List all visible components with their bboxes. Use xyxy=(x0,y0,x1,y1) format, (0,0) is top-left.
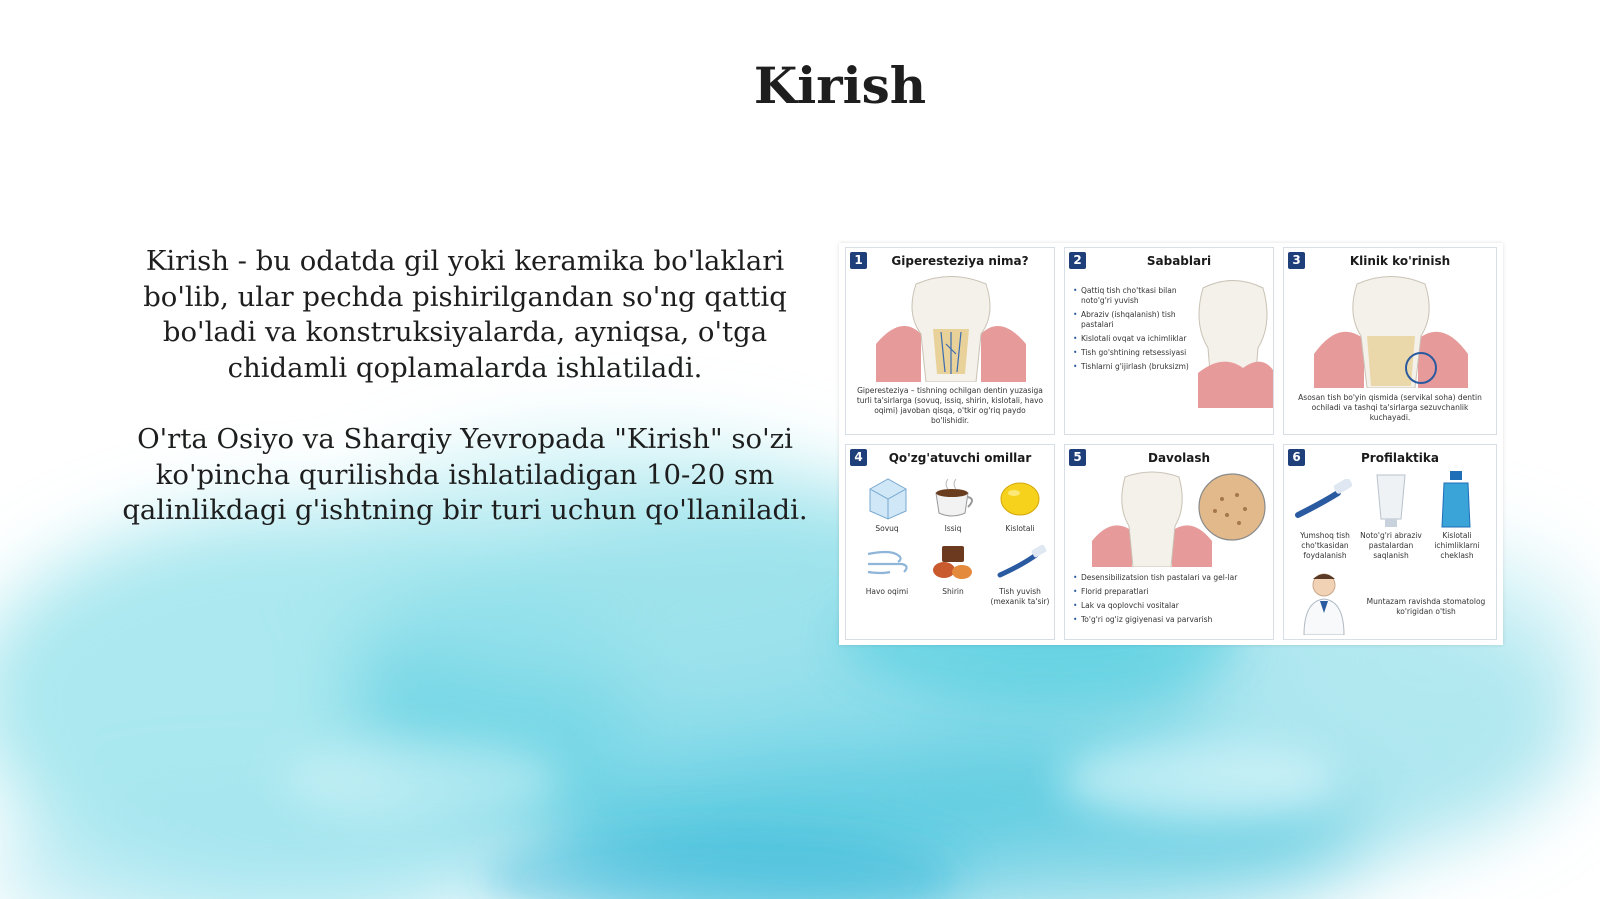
checkup-label: Muntazam ravishda stomatolog ko'rigidan o'tish xyxy=(1366,597,1486,616)
list-item: • To'g'ri og'iz gigiyenasi va parvarish xyxy=(1073,615,1269,625)
panel-title: Sabablari xyxy=(1146,254,1212,268)
sweets-icon xyxy=(930,542,978,582)
factor-label: Tish yuvish (mexanik ta'sir) xyxy=(990,587,1050,606)
panel-number: 3 xyxy=(1288,252,1305,269)
factor-label: Sovuq xyxy=(875,524,899,533)
paragraph-regional-usage: O'rta Osiyo va Sharqiy Yevropada "Kirish" so'zi ko'pincha qurilishda ishlatiladigan 10-20 sm qalinlikdagi g'ishtning bir turi uchun qo'llaniladi. xyxy=(122,423,808,526)
dentist-doctor-icon xyxy=(1298,569,1350,635)
panel-klinik-korinish xyxy=(1283,247,1497,435)
panel-title: Qo'zg'atuvchi omillar xyxy=(888,451,1032,465)
paragraph-definition: Kirish - bu odatda gil yoki keramika bo'laklari bo'lib, ular pechda pishirilgandan so'ng qattiq bo'ladi va konstruksiyalarda, ayniqsa, o'tga chidamli qoplamalarda ishlatiladi. xyxy=(143,245,787,384)
list-item: • Kislotali ovqat va ichimliklar xyxy=(1073,334,1191,344)
ice-cube-icon xyxy=(864,475,912,521)
list-item: • Tish go'shtining retsessiyasi xyxy=(1073,348,1191,358)
panel-number: 4 xyxy=(850,449,867,466)
tooth-cross-section-icon xyxy=(871,274,1031,382)
list-item: • Tishlarni g'ijirlash (bruksizm) xyxy=(1073,362,1191,372)
factor-label: Shirin xyxy=(942,587,964,596)
panel-number: 2 xyxy=(1069,252,1086,269)
tooth-cervical-area-icon xyxy=(1309,274,1473,388)
panel-description: Asosan tish bo'yin qismida (servikal soha) dentin ochiladi va tashqi ta'sirlarga sezuvchanlik kuchayadi. xyxy=(1298,393,1482,422)
tip-label: Noto'g'ri abraziv pastalardan saqlanish xyxy=(1360,531,1422,560)
soft-toothbrush-icon xyxy=(1294,479,1356,521)
hot-cup-icon xyxy=(930,475,978,521)
panel-davolash xyxy=(1064,444,1274,640)
list-item: • Qattiq tish cho'tkasi bilan noto'g'ri yuvish xyxy=(1073,286,1191,306)
toothpaste-tube-icon xyxy=(1369,471,1413,529)
panel-number: 6 xyxy=(1288,449,1305,466)
tip-label: Yumshoq tish cho'tkasidan foydalanish xyxy=(1300,531,1350,560)
toothbrush-icon xyxy=(996,545,1050,579)
panel-title: Profilaktika xyxy=(1361,451,1439,465)
panel-giperesteziya xyxy=(845,247,1055,435)
factor-label: Kislotali xyxy=(1005,524,1035,533)
list-item: • Desensibilizatsion tish pastalari va gel-lar xyxy=(1073,573,1269,583)
tip-label: Kislotali ichimliklarni cheklash xyxy=(1434,531,1480,560)
infographic-image xyxy=(839,243,1503,645)
panel-description: Giperesteziya – tishning ochilgan dentin yuzasiga turli ta'sirlarga (sovuq, issiq, shirin, kislotali, havo oqimi) javoban qisqa, o'tkir og'riq paydo bo'lishidir. xyxy=(856,386,1044,425)
list-item: • Lak va qoplovchi vositalar xyxy=(1073,601,1269,611)
treatment-list xyxy=(1073,573,1269,629)
panel-profilaktika xyxy=(1283,444,1497,640)
panel-number: 5 xyxy=(1069,449,1086,466)
factor-label: Havo oqimi xyxy=(865,587,909,596)
causes-list xyxy=(1073,286,1191,376)
lemon-icon xyxy=(996,475,1044,521)
panel-title: Klinik ko'rinish xyxy=(1349,254,1451,268)
panel-sabablari xyxy=(1064,247,1274,435)
tooth-dentin-tubules-icon xyxy=(1087,471,1267,567)
panel-title: Giperesteziya nima? xyxy=(891,254,1029,268)
list-item: • Abraziv (ishqalanish) tish pastalari xyxy=(1073,310,1191,330)
tooth-gum-recession-icon xyxy=(1183,278,1274,408)
slide-title: Kirish xyxy=(753,56,927,115)
list-item: • Florid preparatlari xyxy=(1073,587,1269,597)
air-flow-icon xyxy=(864,542,912,582)
panel-number: 1 xyxy=(850,252,867,269)
panel-qozgatuvchi-omillar xyxy=(845,444,1055,640)
mouthwash-bottle-icon xyxy=(1434,469,1478,531)
factor-label: Issiq xyxy=(944,524,962,533)
body-text xyxy=(105,244,825,565)
panel-title: Davolash xyxy=(1147,451,1211,465)
